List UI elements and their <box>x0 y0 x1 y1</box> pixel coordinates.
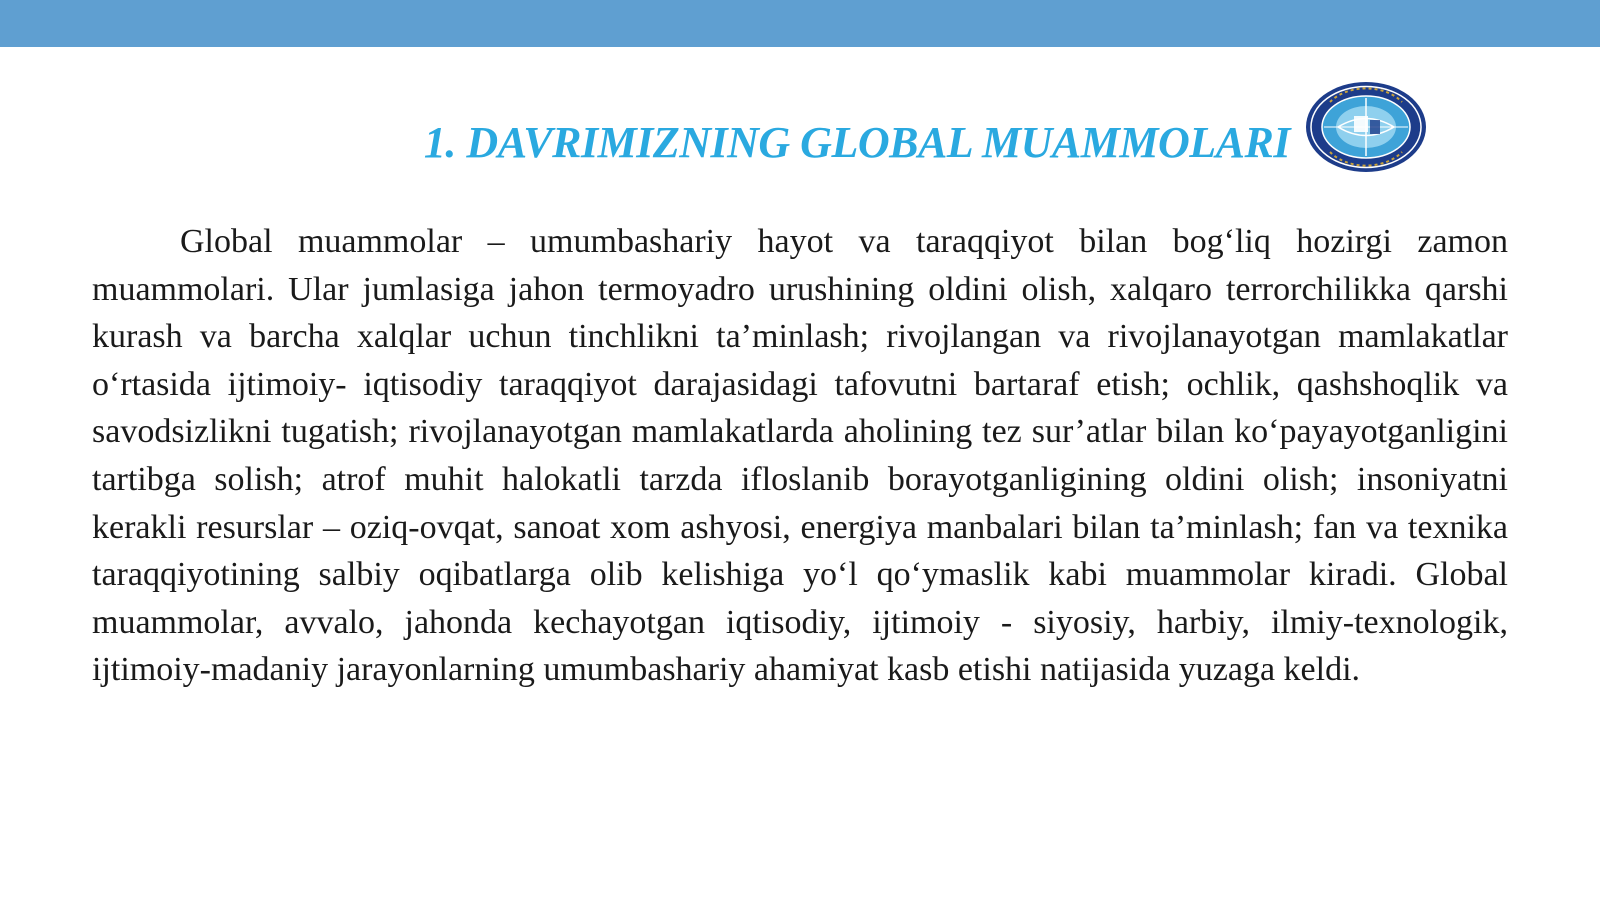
body-paragraph: Global muammolar – umumbashariy hayot va taraqqiyot bilan bog‘liq hozirgi zamon muammolari. Ular jumlasiga jahon termoyadro urushining oldini olish, xalqaro terrorchilikka qarshi kurash va barcha xalqlar uchun tinchlikni ta’minlash; rivojlangan va rivojlanayotgan mamlakatlar o‘rtasida ijtimoiy- iqtisodiy taraqqiyot darajasidagi tafovutni bartaraf etish; ochlik, qashshoqlik va savodsizlikni tugatish; rivojlanayotgan mamlakatlarda aholining tez sur’atlar bilan ko‘payayotganligini tartibga solish; atrof muhit halokatli tarzda ifloslanib borayotganligining oldini olish; insoniyatni kerakli resurslar – oziq-ovqat, sanoat xom ashyosi, energiya manbalari bilan ta’minlash; fan va texnika taraqqiyotining salbiy oqibatlarga olib kelishiga yo‘l qo‘ymaslik kabi muammolar kiradi. Global muammolar, avvalo, jahonda kechayotgan iqtisodiy, ijtimoiy - siyosiy, harbiy, ilmiy-texnologik, ijtimoiy-madaniy jarayonlarning umumbashariy ahamiyat kasb etishi natijasida yuzaga keldi. <box>92 223 1508 689</box>
university-emblem-icon <box>1304 80 1428 174</box>
top-accent-bar <box>0 0 1600 47</box>
slide-title: 1. DAVRIMIZNING GLOBAL MUAMMOLARI <box>423 118 1290 167</box>
